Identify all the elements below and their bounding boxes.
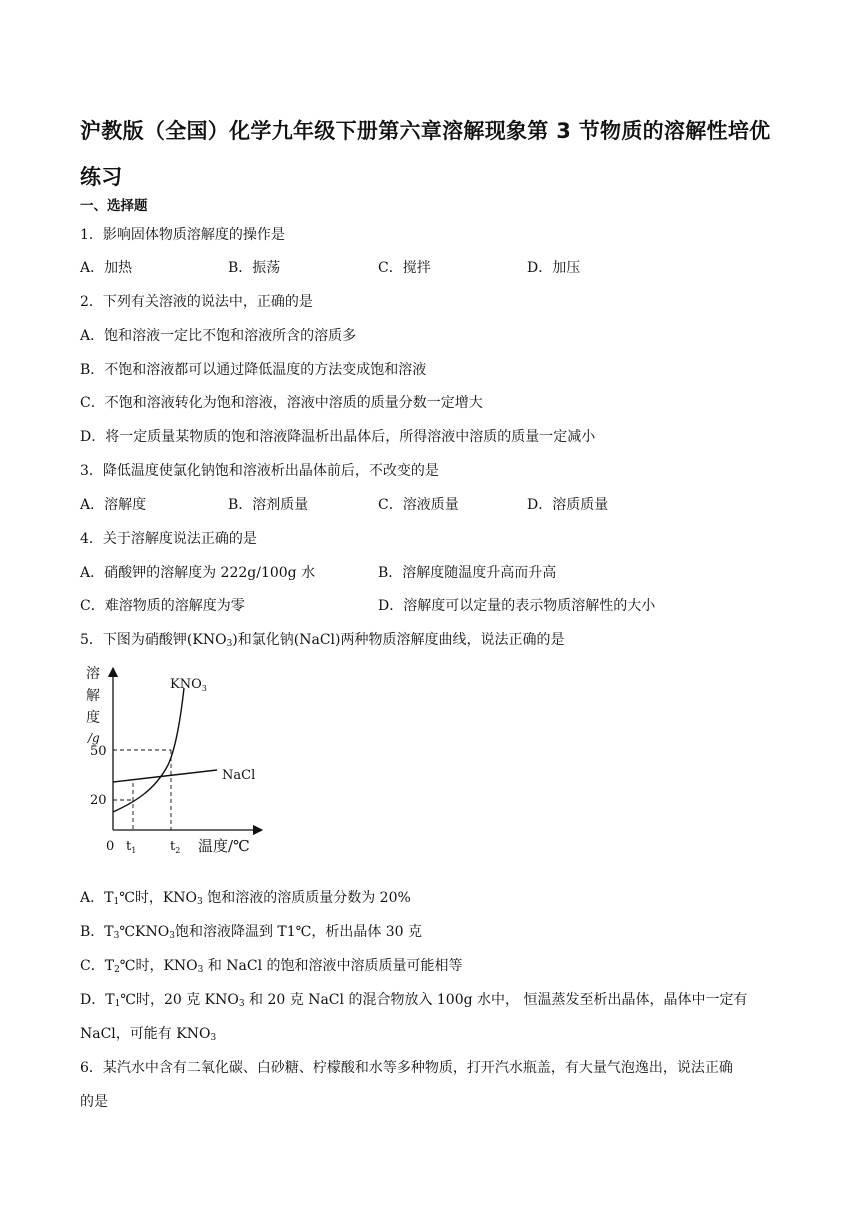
x-tick-label-t2: $t_2$ xyxy=(170,839,181,855)
q1-option-d: D．加压 xyxy=(527,260,581,276)
q3-option-c: C．溶液质量 xyxy=(378,497,459,513)
series-label-kno3: $KNO_3$ xyxy=(170,677,207,693)
q2-option-d: D．将一定质量某物质的饱和溶液降温析出晶体后，所得溶液中溶质的质量一定减小 xyxy=(80,429,596,445)
question-2-stem: 2．下列有关溶液的说法中，正确的是 xyxy=(80,294,313,310)
q4-option-b: B．溶解度随温度升高而升高 xyxy=(378,565,557,581)
q4-option-d: D．溶解度可以定量的表示物质溶解性的大小 xyxy=(378,598,656,614)
question-5-stem: 5．下图为硝酸钾$(KNO_3)$和氯化钠(NaCl)两种物质溶解度曲线，说法正确的是 xyxy=(80,632,565,649)
q3-option-a: A．溶解度 xyxy=(80,497,147,513)
x-tick-label-t1: $t_1$ xyxy=(126,839,137,855)
y-tick-label: 50 xyxy=(90,744,107,759)
y-tick-label: 20 xyxy=(90,793,107,808)
y-axis-label-char: 度 xyxy=(86,710,100,726)
question-3-stem: 3．降低温度使氯化钠饱和溶液析出晶体前后，不改变的是 xyxy=(80,463,439,479)
section-heading: 一、选择题 xyxy=(80,198,148,214)
q1-option-a: A．加热 xyxy=(80,260,133,276)
q4-option-c: C．难溶物质的溶解度为零 xyxy=(80,598,245,614)
question-4-stem: 4．关于溶解度说法正确的是 xyxy=(80,531,257,547)
q5-option-d: D．$T_1℃$时，20 克 $KNO_3$ 和 20 克 NaCl 的混合物放入 100g 水中， 恒温蒸发至析出晶体，晶体中一定有 xyxy=(80,992,748,1009)
q2-option-a: A．饱和溶液一定比不饱和溶液所含的溶质多 xyxy=(80,328,357,344)
y-axis-unit: /g xyxy=(88,731,100,745)
document-title: 沪教版（全国）化学九年级下册第六章溶解现象第 3 节物质的溶解性培优练习 xyxy=(80,119,771,189)
q3-option-d: D．溶质质量 xyxy=(527,497,609,513)
q4-option-a: A．硝酸钾的溶解度为 222g/100g 水 xyxy=(80,565,316,581)
x-axis-label: 温度/℃ xyxy=(198,837,250,855)
q1-option-b: B．振荡 xyxy=(228,260,281,276)
q5-option-c: C．$T_2℃$时，$KNO_3$ 和 NaCl 的饱和溶液中溶质质量可能相等 xyxy=(80,958,463,975)
q3-option-b: B．溶剂质量 xyxy=(228,497,309,513)
q5-option-a: A．$T_1℃$时，$KNO_3$ 饱和溶液的溶质质量分数为 20% xyxy=(80,890,411,907)
q2-option-c: C．不饱和溶液转化为饱和溶液，溶液中溶质的质量分数一定增大 xyxy=(80,395,483,411)
q2-option-b: B．不饱和溶液都可以通过降低温度的方法变成饱和溶液 xyxy=(80,362,427,378)
question-6-stem-line1: 6．某汽水中含有二氧化碳、白砂糖、柠檬酸和水等多种物质，打开汽水瓶盖，有大量气泡逸出，说法正确 xyxy=(80,1060,733,1076)
solubility-curve-chart xyxy=(80,660,280,870)
series-line-nacl xyxy=(113,770,217,782)
origin-label: 0 xyxy=(106,839,115,854)
series-label-nacl: NaCl xyxy=(222,768,256,783)
q5-option-b: B．$T_3℃KNO_3$饱和溶液降温到 T1℃，析出晶体 30 克 xyxy=(80,924,423,941)
question-6-stem-line2: 的是 xyxy=(80,1094,108,1110)
q1-option-c: C．搅拌 xyxy=(378,260,431,276)
q5-option-d-continued: NaCl，可能有 $KNO_3$ xyxy=(80,1026,217,1043)
y-axis-label-char: 解 xyxy=(86,688,100,704)
y-axis-label-char: 溶 xyxy=(86,666,100,682)
question-1-stem: 1．影响固体物质溶解度的操作是 xyxy=(80,227,285,243)
